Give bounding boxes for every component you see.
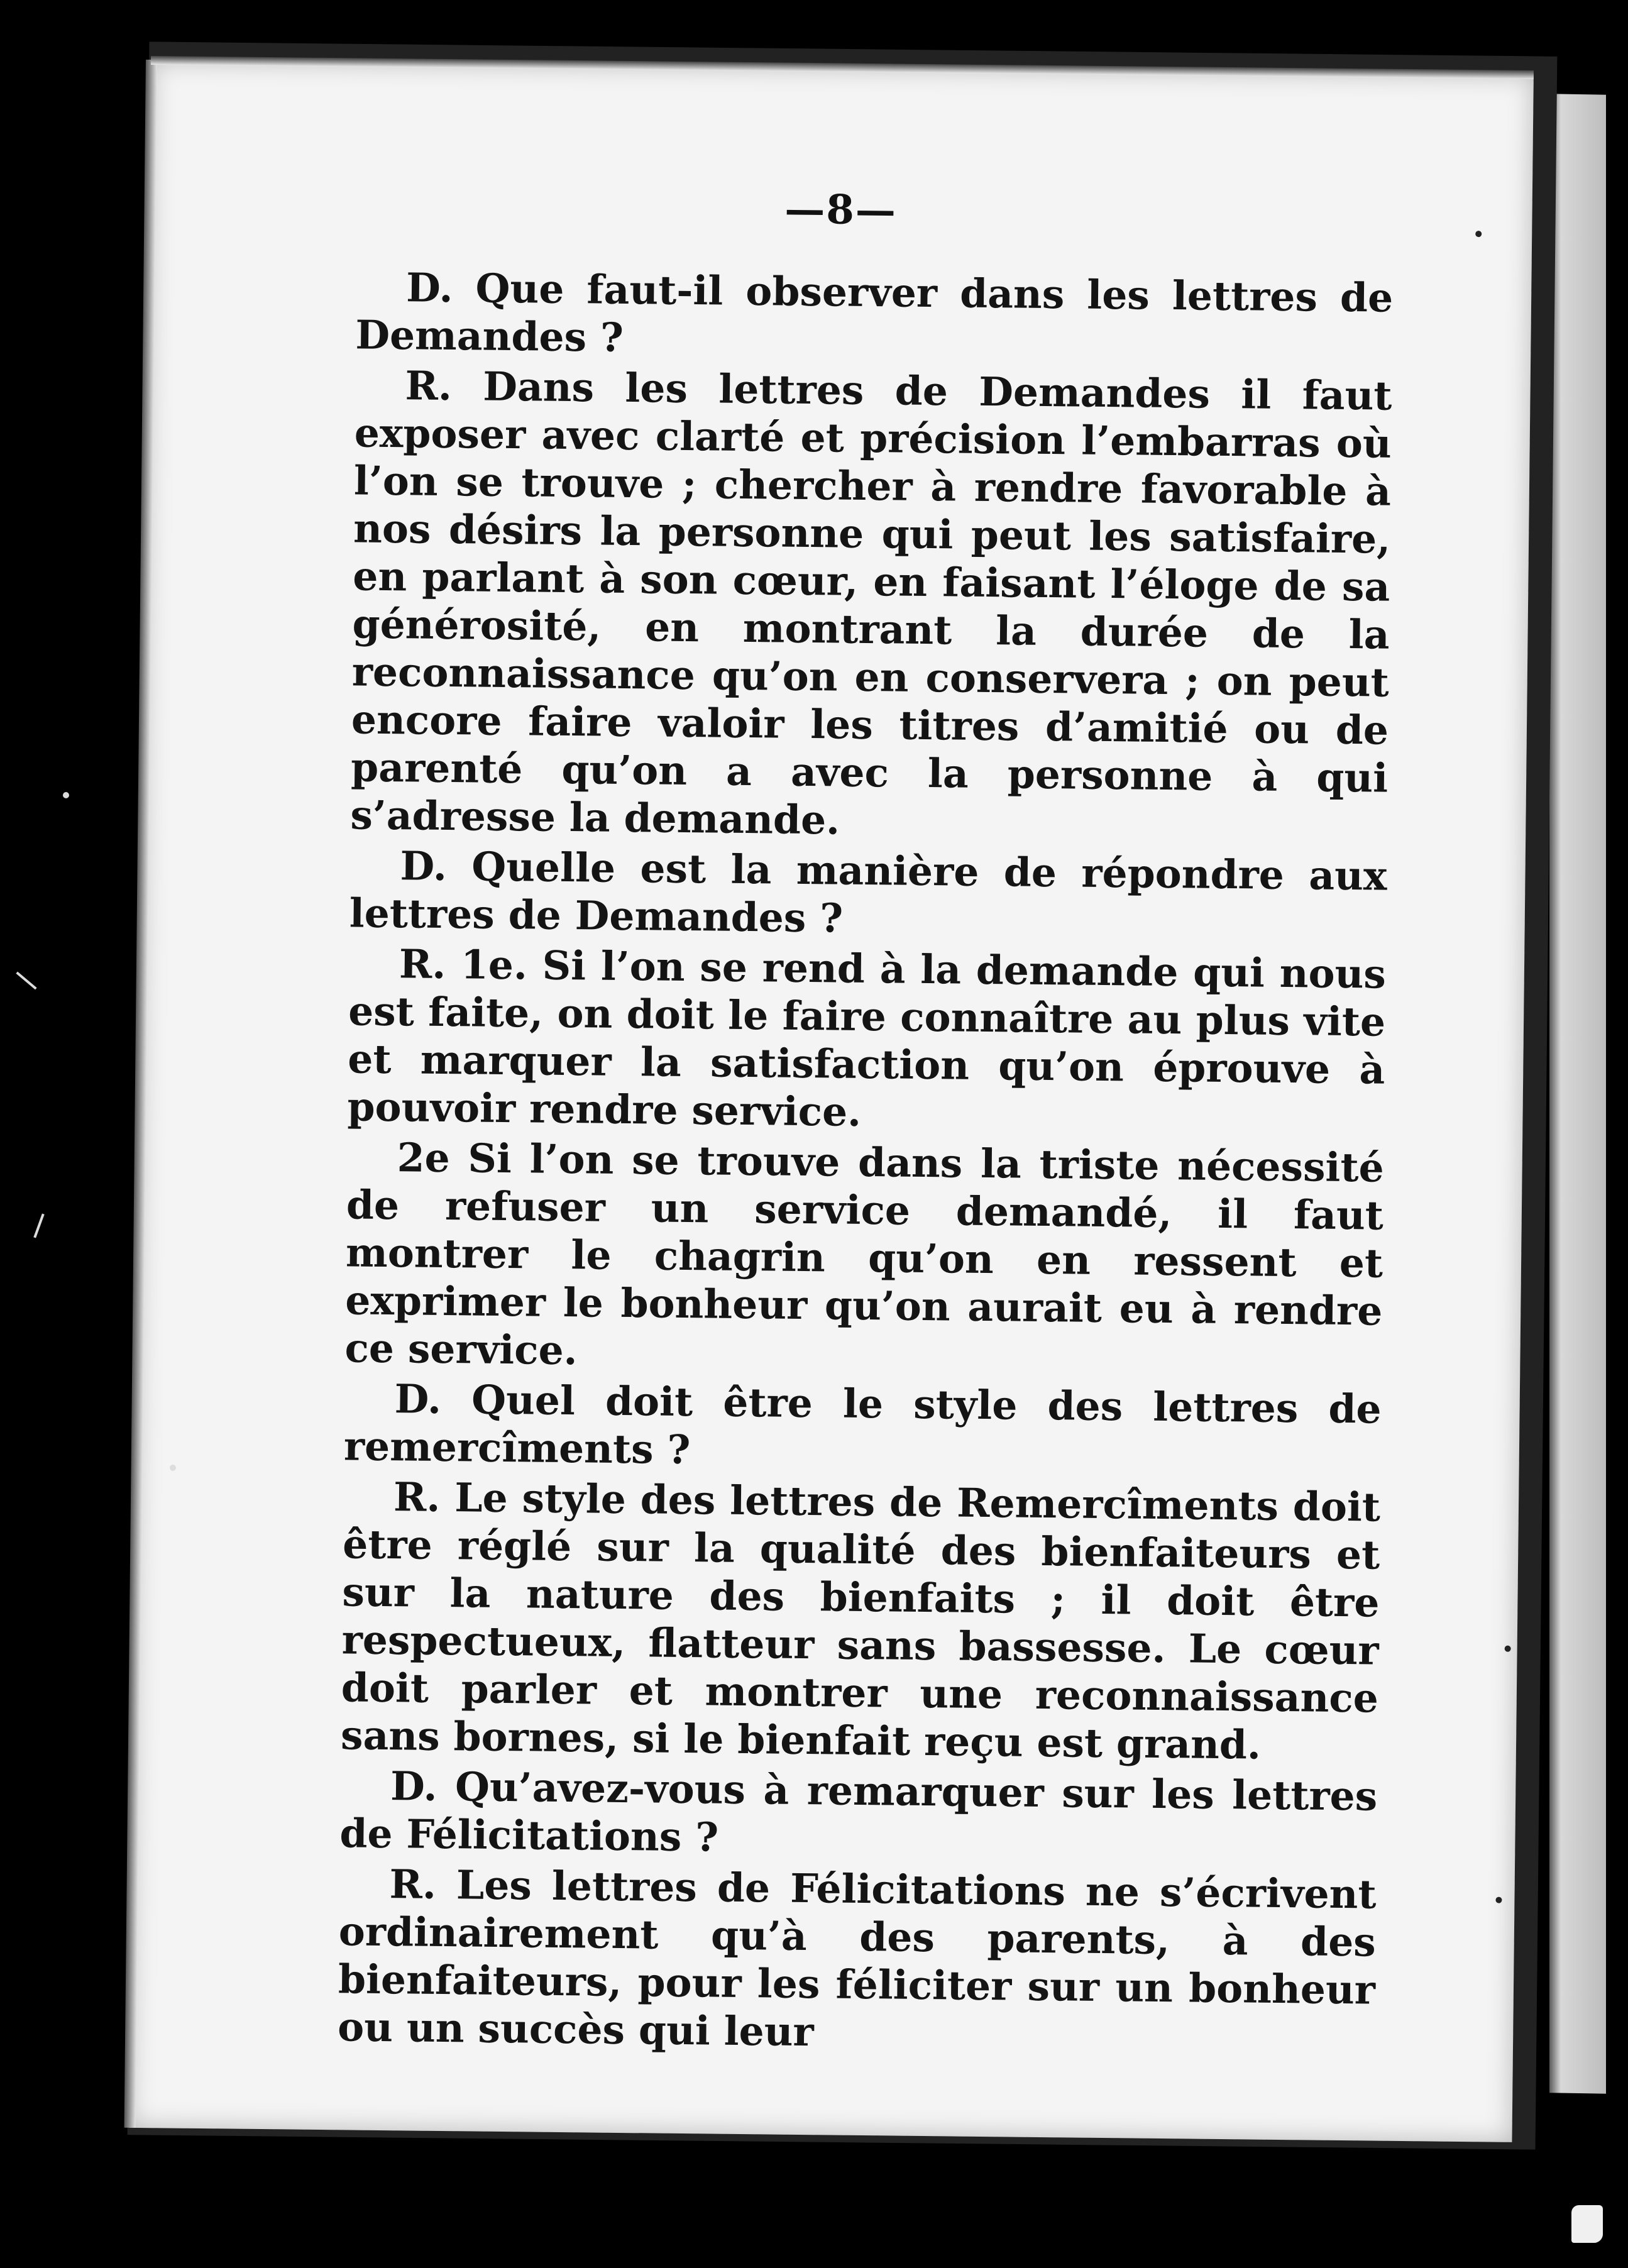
margin-speck: [170, 1465, 176, 1471]
ink-speck: [1475, 231, 1482, 237]
margin-mark: [33, 1214, 44, 1238]
paragraph-answer-3: R. Le style des lettres de Remercîments doit être réglé sur la qualité des bienfaiteurs et sur la nature des bienfaits ; il doit être respectueux, flatteur sans bassesse. Le cœur doit parler et montrer une reconnaissance sans bornes, si le bienfait reçu est grand.: [340, 1473, 1381, 1768]
corner-mark: [1571, 2205, 1603, 2243]
paragraph-question-1: D. Que faut-il observer dans les lettres de Demandes ?: [355, 264, 1394, 361]
paragraph-answer-1: R. Dans les lettres de Demandes il faut exposer avec clarté et précision l’embarras où l’on se trouve ; chercher à rendre favorable à nos désirs la personne qui peut les satisfaire, en parlant à son cœur, en faisant l’éloge de sa générosité, en montrant la durée de la reconnaissance qu’on en conservera ; on peut encore faire valoir les titres d’amitié ou de parenté qu’on a avec la personne à qui s’adresse la demande.: [350, 362, 1392, 844]
book-page: [129, 60, 1534, 2142]
margin-mark: [16, 972, 36, 990]
paragraph-answer-2a: R. 1e. Si l’on se rend à la demande qui nous est faite, on doit le faire connaître au plus vite et marquer la satisfaction qu’on éprouve à pouvoir rendre service.: [347, 940, 1387, 1135]
paragraph-question-2: D. Quelle est la manière de répondre aux lettres de Demandes ?: [349, 842, 1387, 942]
margin-speck: [63, 792, 69, 798]
page-text: [338, 263, 1394, 2064]
ink-speck: [1505, 1646, 1511, 1652]
paragraph-answer-2b: 2e Si l’on se trouve dans la triste nécessité de refuser un service demandé, il faut montrer le chagrin qu’on en ressent et exprimer le bonheur qu’on aurait eu à rendre ce service.: [344, 1134, 1385, 1374]
adjacent-page-edge: [1549, 94, 1606, 2094]
paragraph-answer-4: R. Les lettres de Félicitations ne s’écrivent ordinairement qu’à des parents, à des bienfaiteurs, pour les féliciter sur un bonheur ou un succès qui leur: [337, 1861, 1377, 2056]
ink-speck: [1495, 1897, 1502, 1903]
paragraph-question-3: D. Quel doit être le style des lettres de remercîments ?: [343, 1375, 1382, 1473]
page-number: —8—: [784, 185, 898, 234]
paragraph-question-4: D. Qu’avez-vous à remarquer sur les lettres de Félicitations ?: [339, 1763, 1378, 1861]
